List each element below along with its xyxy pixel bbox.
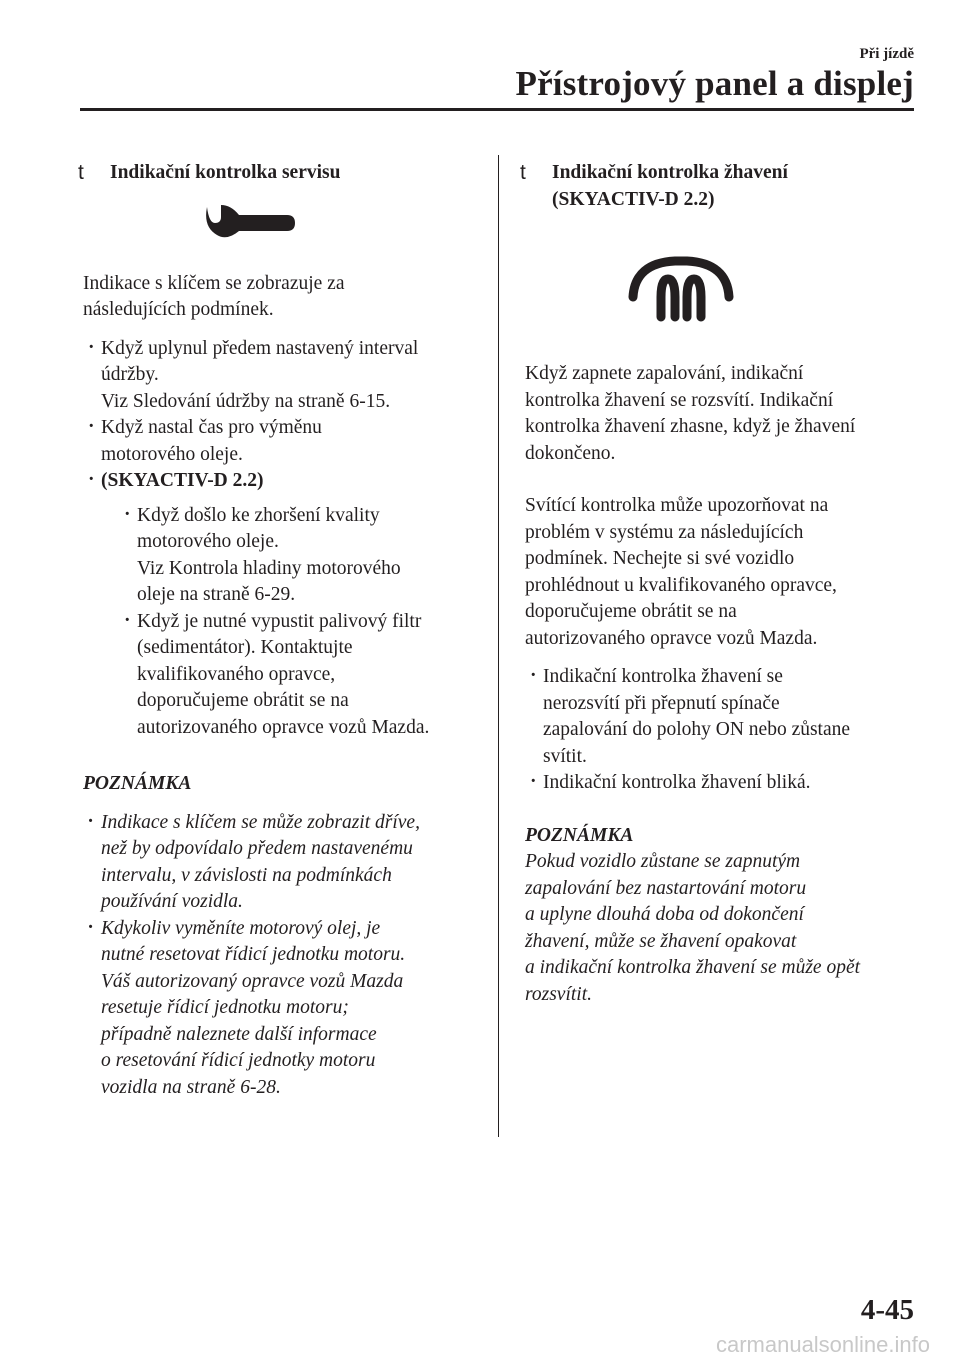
- sub-list: [101, 503, 480, 742]
- list-item: · Kdykoliv vyměníte motorový olej, je nutné resetovat řídicí jednotku motoru. Váš autorizovaný opravce vozů Mazda resetuje řídicí jednotku motoru; případně naleznete další informace o resetování řídicí jednotky motoru vozidla na straně 6-28.: [83, 916, 480, 1102]
- left-column: [78, 160, 480, 1101]
- wrench-icon: [201, 201, 297, 251]
- column-divider: [498, 155, 499, 1137]
- header-rule: [80, 108, 914, 111]
- list-item: · Když je nutné vypustit palivový filtr (sedimentátor). Kontaktujte kvalifikovaného opravce, doporučujeme obrátit se na autorizovaného opravce vozů Mazda.: [119, 609, 480, 742]
- page-header: [0, 0, 960, 120]
- heading-bullet: t: [520, 161, 526, 184]
- list-item: · Když nastal čas pro výměnu motorového oleje.: [83, 415, 480, 468]
- note-title: POZNÁMKA: [83, 773, 192, 794]
- section-heading-service: [78, 160, 480, 187]
- section-label: Při jízdě: [859, 46, 914, 62]
- condition-list: [83, 336, 480, 742]
- list-item: · Když uplynul předem nastavený interval údržby. Viz Sledování údržby na straně 6-15.: [83, 336, 480, 416]
- list-item: · Indikační kontrolka žhavení se nerozsvítí při přepnutí spínače zapalování do polohy ON nebo zůstane svítit.: [525, 664, 920, 770]
- note-paragraph: Pokud vozidlo zůstane se zapnutým zapalování bez nastartování motoru a uplyne dlouhá doba od dokončení žhavení, může se žhavení opakovat a indikační kontrolka žhavení se může opět rozsvítit.: [525, 851, 861, 1005]
- section-heading-glow: t Indikační kontrolka žhavení (SKYACTIV-D 2.2): [520, 161, 788, 210]
- condition-list: [525, 664, 920, 797]
- heading-bullet: t: [78, 161, 84, 184]
- glow-plug-icon: [625, 253, 737, 323]
- watermark: carmanualsonline.info: [715, 1332, 930, 1357]
- right-column: [520, 160, 920, 1008]
- paragraph: Svítící kontrolka může upozorňovat na problém v systému za následujících podmínek. Nechejte si své vozidlo prohlédnout u kvalifikovaného opravce, doporučujeme obrátit se na autorizovaného opravce vozů Mazda.: [525, 495, 837, 649]
- note-list: [83, 810, 480, 1102]
- intro-paragraph: Indikace s klíčem se zobrazuje za následujících podmínek.: [83, 272, 345, 320]
- page-title: Přístrojový panel a displej: [515, 64, 914, 103]
- page-number: 4-45: [860, 1294, 914, 1326]
- list-item: · (SKYACTIV-D 2.2) · Když došlo ke zhoršení kvality motorového oleje. Viz Kontrola hladiny motorového oleje na straně 6-29. · Když je nutné vypustit palivový filtr (sedimentátor). Kontaktujte kvalifikovaného opravce, doporučujeme obrátit se na autorizovaného opravce vozů Mazda.: [83, 468, 480, 741]
- note-title: POZNÁMKA: [525, 824, 634, 846]
- heading-text: Indikační kontrolka servisu: [110, 162, 341, 183]
- list-item: · Indikační kontrolka žhavení bliká.: [525, 770, 920, 797]
- paragraph: Když zapnete zapalování, indikační kontrolka žhavení se rozsvítí. Indikační kontrolka žhavení zhasne, když je žhavení dokončeno.: [525, 363, 856, 464]
- list-item: · Když došlo ke zhoršení kvality motorového oleje. Viz Kontrola hladiny motorového oleje na straně 6-29.: [119, 503, 480, 609]
- list-item: · Indikace s klíčem se může zobrazit dříve, než by odpovídalo předem nastavenému intervalu, v závislosti na podmínkách používání vozidla.: [83, 810, 480, 916]
